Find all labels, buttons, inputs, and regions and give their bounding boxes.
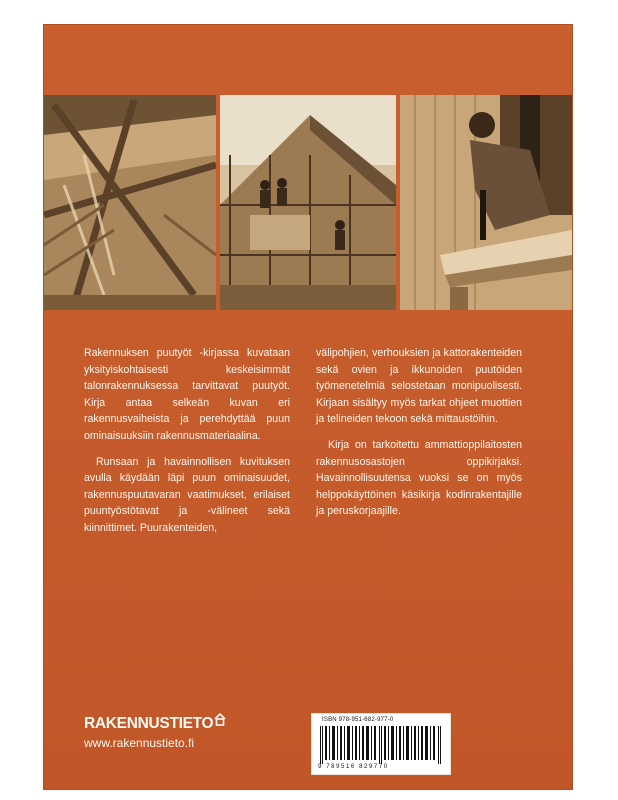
barcode-icon: [318, 726, 444, 764]
publisher-logo: [84, 713, 226, 733]
roof-truss-photo: [44, 95, 216, 310]
book-back-cover: [44, 25, 572, 789]
isbn-number: ISBN 978-951-682-977-0: [322, 717, 394, 723]
scaffolding-house-photo: [220, 95, 396, 310]
audience-paragraph: Kirja on tarkoitettu ammattioppilaitosten rakennusosastojen oppikirjaksi. Havainnollisuutensa vuoksi se on myös helppokäyttöinen käsikirja kodinrakentajille ja peruskorjaajille.: [316, 438, 522, 518]
methods-paragraph: välipohjien, verhouksien ja kattorakenteiden sekä ovien ja ikkunoiden puutöiden työmenetelmiä selostetaan monipuolisesti. Kirjaan sisältyy myös tarkat ohjeet muottien ja telineiden tekoon sekä mittaustöihin.: [316, 347, 522, 426]
description-column-right: [316, 345, 522, 529]
publisher-logo-text: RAKENNUSTIETO: [84, 715, 214, 732]
carpenter-stairs-photo: [400, 95, 572, 310]
illustration-paragraph: Runsaan ja havainnollisen kuvituksen avulla käydään läpi puun ominaisuudet, rakennuspuutavaran vaatimukset, erilaiset puuntyöstötavat ja -välineet sekä kiinnittimet. Puurakenteiden,: [84, 455, 290, 534]
description-column-left: [84, 345, 290, 546]
intro-paragraph: Rakennuksen puutyöt -kirjassa kuvataan yksityiskohtaisesti keskeisimmät talonrakennuksessa tarvittavat puutyöt. Kirja antaa selkeän kuvan eri rakennusvaiheista ja perehdyttää puun ominaisuuksiin rakennusmateriaalina.: [84, 347, 290, 442]
barcode-digits: 9 789516 829770: [318, 764, 389, 770]
publisher-url: www.rakennustieto.fi: [84, 736, 195, 750]
house-icon: [214, 713, 226, 731]
isbn-barcode: [311, 713, 451, 775]
